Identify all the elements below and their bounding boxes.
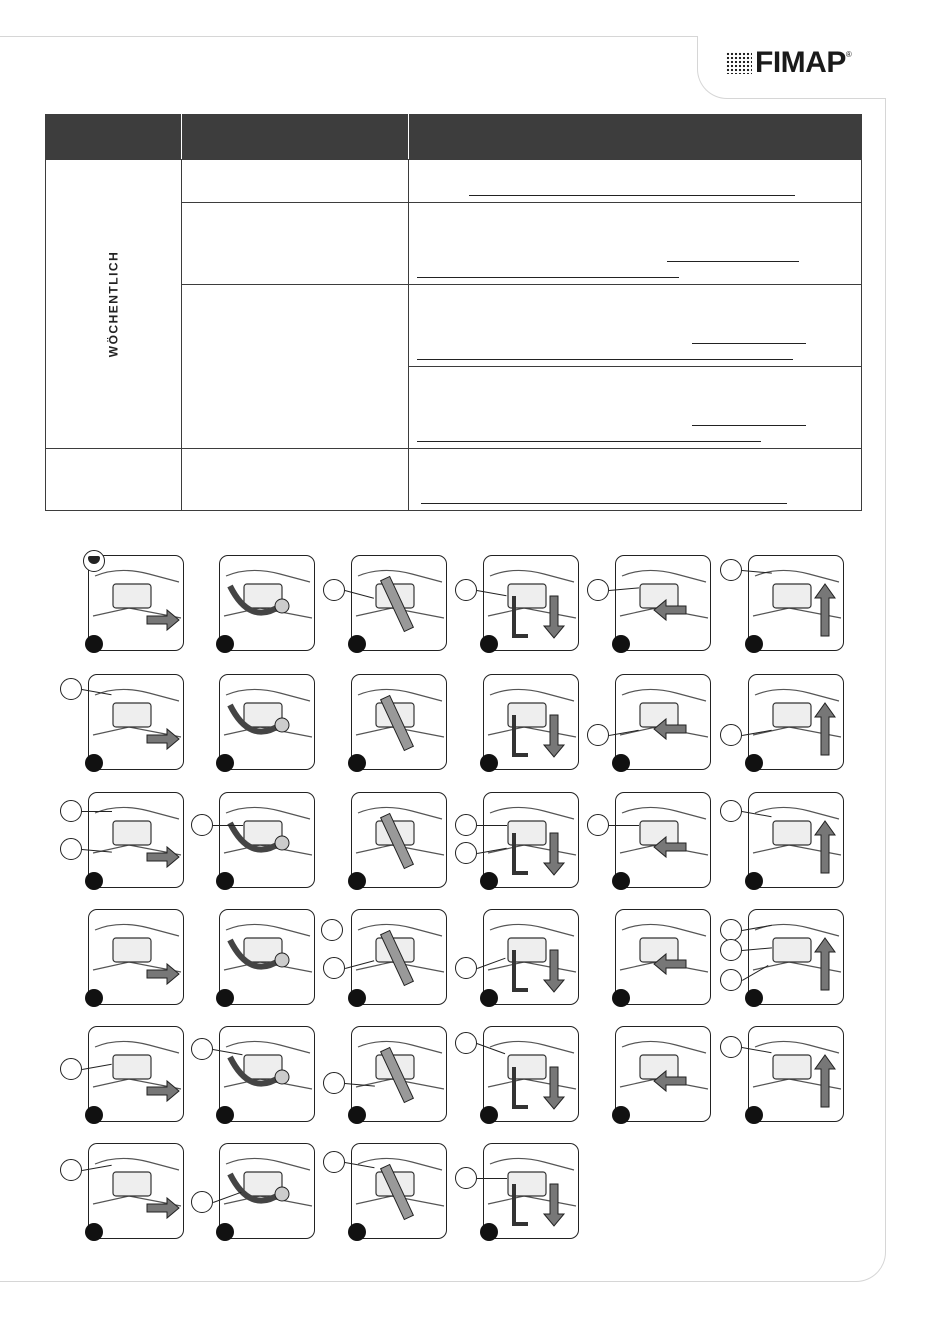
step-number-badge [745,1106,763,1124]
callout-circle [60,1058,82,1080]
callout-circle [455,1032,477,1054]
callout-circle [720,969,742,991]
instruction-figure [88,792,184,888]
callout-circle [60,838,82,860]
step-number-badge [85,989,103,1007]
figure-drawing [484,793,579,888]
instruction-figure [615,1026,711,1122]
procedure-cell [409,160,862,203]
figure-drawing [89,1144,184,1239]
logo-dots-icon [726,52,752,74]
callout-circle [587,724,609,746]
callout-circle [455,1167,477,1189]
step-number-badge [745,989,763,1007]
step-number-badge [480,1106,498,1124]
figure-drawing [484,675,579,770]
step-number-badge [612,989,630,1007]
instruction-figure [483,1143,579,1239]
frequency-cell [46,449,182,511]
table-row [46,160,862,203]
step-number-badge [216,872,234,890]
instruction-figure [351,1143,447,1239]
instruction-figure [615,674,711,770]
figure-drawing [484,910,579,1005]
procedure-cell [409,449,862,511]
instruction-figure [483,792,579,888]
instruction-figure [483,674,579,770]
figure-drawing [89,793,184,888]
figure-drawing [616,556,711,651]
procedure-cell [409,203,862,285]
step-number-badge [348,1106,366,1124]
reference-link[interactable] [417,358,793,360]
callout-circle [720,1036,742,1058]
logo-wordmark: FIMAP [755,46,846,79]
component-cell [182,449,409,511]
instruction-figure [483,1026,579,1122]
callout-circle [720,559,742,581]
figure-drawing [89,910,184,1005]
instruction-figure [351,909,447,1005]
step-number-badge [612,754,630,772]
figure-drawing [220,793,315,888]
reference-link[interactable] [421,502,787,504]
step-number-badge [348,1223,366,1241]
figure-drawing [749,910,844,1005]
step-number-badge [612,635,630,653]
callout-leader-line [477,1178,507,1179]
step-number-badge [216,989,234,1007]
figure-drawing [220,1027,315,1122]
instruction-figure [483,555,579,651]
instruction-figure [88,1143,184,1239]
callout-circle [323,579,345,601]
instruction-figure [748,555,844,651]
callout-leader-line [82,811,112,812]
table-header-row [46,115,862,160]
callout-leader-line [213,825,243,826]
instruction-figure [351,555,447,651]
instruction-figure [219,909,315,1005]
figure-drawing [89,1027,184,1122]
procedure-cell [409,367,862,449]
callout-circle [191,814,213,836]
fimap-logo [726,48,852,78]
figure-drawing [749,556,844,651]
step-number-badge [612,872,630,890]
instruction-figure [748,674,844,770]
step-number-badge [348,635,366,653]
instruction-figure [615,555,711,651]
figure-drawing [749,793,844,888]
frequency-cell-weekly [46,160,182,449]
figure-drawing [616,675,711,770]
figure-drawing [616,1027,711,1122]
callout-circle [720,800,742,822]
callout-circle [321,919,343,941]
figure-drawing [352,556,447,651]
reference-link[interactable] [692,424,806,426]
callout-circle [455,957,477,979]
instruction-figure [219,1026,315,1122]
component-cell [182,160,409,203]
callout-circle [323,957,345,979]
instruction-figure [615,792,711,888]
callout-leader-line [609,825,639,826]
figure-drawing [484,1027,579,1122]
figure-drawing [352,793,447,888]
figure-drawing [220,675,315,770]
header-frequency [46,115,182,160]
logo-registered: ® [845,50,852,59]
instruction-figure [748,909,844,1005]
instruction-figure [88,674,184,770]
instruction-figure [748,792,844,888]
callout-leader-line [477,825,507,826]
figure-drawing [89,556,184,651]
callout-circle [455,579,477,601]
callout-circle [720,939,742,961]
step-number-badge [480,1223,498,1241]
step-number-badge [480,754,498,772]
figure-drawing [220,556,315,651]
table-row [46,449,862,511]
instruction-figure [219,1143,315,1239]
figure-drawing [220,1144,315,1239]
step-number-badge [348,754,366,772]
figure-drawing [352,675,447,770]
step-number-badge [480,989,498,1007]
figure-drawing [749,675,844,770]
instruction-figure [351,674,447,770]
reference-link[interactable] [417,276,679,278]
callout-circle [323,1072,345,1094]
callout-circle [455,814,477,836]
step-number-badge [85,872,103,890]
step-number-badge [216,635,234,653]
callout-circle [587,579,609,601]
figure-drawing [352,910,447,1005]
header-procedure [409,115,862,160]
component-cell [182,285,409,449]
callout-circle [60,1159,82,1181]
step-number-badge [480,872,498,890]
callout-circle [323,1151,345,1173]
tool-pictogram-icon [83,550,105,572]
procedure-cell [409,285,862,367]
step-number-badge [480,635,498,653]
step-number-badge [85,1223,103,1241]
instruction-figure [351,792,447,888]
instruction-figure [88,909,184,1005]
step-number-badge [348,989,366,1007]
step-number-badge [216,1106,234,1124]
callout-circle [587,814,609,836]
instruction-figure [88,555,184,651]
callout-circle [720,724,742,746]
reference-link[interactable] [469,194,795,196]
step-number-badge [85,754,103,772]
instruction-figure [748,1026,844,1122]
step-number-badge [745,754,763,772]
instruction-figure [219,792,315,888]
figure-drawing [220,910,315,1005]
step-number-badge [745,872,763,890]
callout-circle [60,678,82,700]
instruction-figure [615,909,711,1005]
callout-circle [191,1191,213,1213]
maintenance-table [45,114,862,511]
step-number-badge [348,872,366,890]
figure-drawing [749,1027,844,1122]
figure-drawing [484,1144,579,1239]
step-number-badge [85,635,103,653]
figure-drawing [352,1144,447,1239]
reference-link[interactable] [417,440,761,442]
instruction-figure [219,555,315,651]
instruction-figure [483,909,579,1005]
instruction-figure [351,1026,447,1122]
step-number-badge [85,1106,103,1124]
step-number-badge [745,635,763,653]
figure-drawing [89,675,184,770]
step-number-badge [612,1106,630,1124]
figure-drawing [616,910,711,1005]
step-number-badge [216,754,234,772]
frequency-label: WÖCHENTLICH [106,250,121,358]
figure-drawing [484,556,579,651]
instruction-figure [88,1026,184,1122]
reference-link[interactable] [667,260,799,262]
figure-drawing [616,793,711,888]
reference-link[interactable] [692,342,806,344]
header-component [182,115,409,160]
figure-drawing [352,1027,447,1122]
callout-circle [191,1038,213,1060]
callout-circle [60,800,82,822]
callout-circle [455,842,477,864]
callout-circle [720,919,742,941]
component-cell [182,203,409,285]
step-number-badge [216,1223,234,1241]
instruction-figure [219,674,315,770]
